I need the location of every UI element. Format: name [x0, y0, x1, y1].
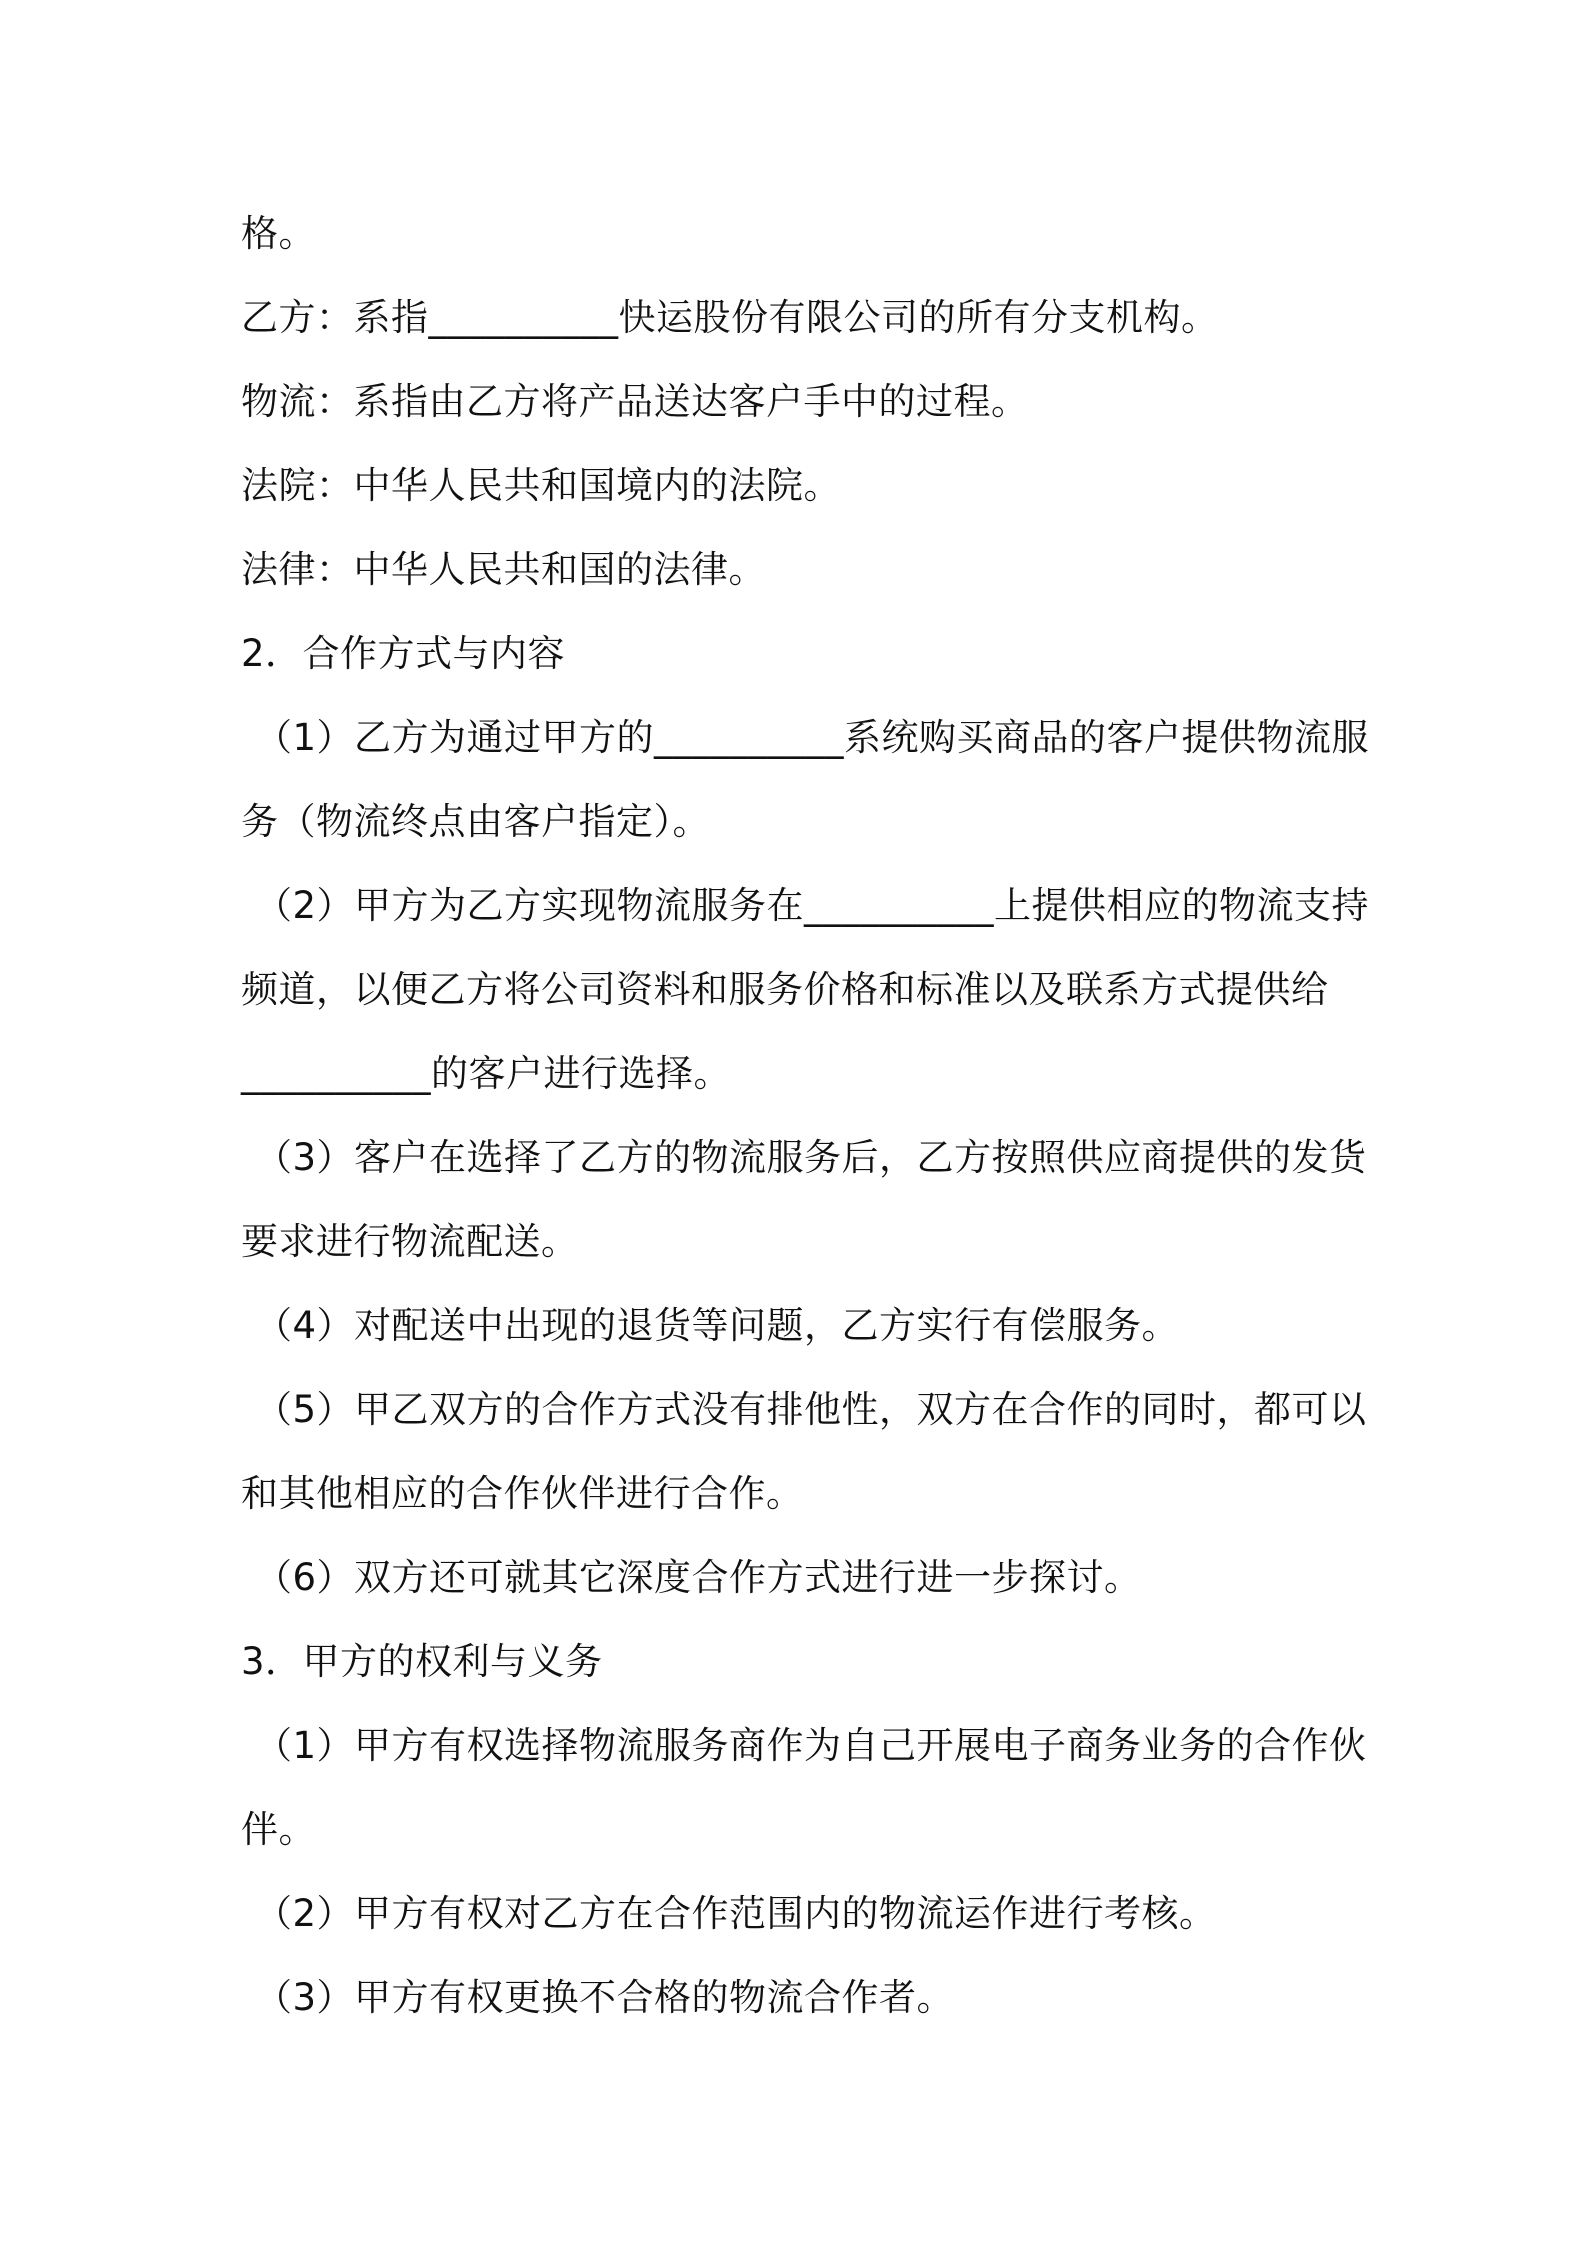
- clause-2-2-continued: 频道，以便乙方将公司资料和服务价格和标准以及联系方式提供给: [241, 968, 1329, 1011]
- clause-3-1: （1）甲方有权选择物流服务商作为自己开展电子商务业务的合作伙: [255, 1724, 1367, 1767]
- clause-2-6: （6）双方还可就其它深度合作方式进行进一步探讨。: [255, 1556, 1142, 1599]
- clause-2-4: （4）对配送中出现的退货等问题，乙方实行有偿服务。: [255, 1304, 1180, 1347]
- clause-2-5: （5）甲乙双方的合作方式没有排他性，双方在合作的同时，都可以: [255, 1388, 1367, 1431]
- definition-logistics: 物流：系指由乙方将产品送达客户手中的过程。: [241, 380, 1029, 423]
- document-body: [241, 192, 1370, 2040]
- clause-3-1-continued: 伴。: [241, 1808, 316, 1851]
- clause-2-3: （3）客户在选择了乙方的物流服务后，乙方按照供应商提供的发货: [255, 1136, 1367, 1179]
- definition-party-b: 乙方：系指__________快运股份有限公司的所有分支机构。: [241, 296, 1219, 339]
- section-heading-2: 2．合作方式与内容: [241, 632, 566, 675]
- clause-3-3: （3）甲方有权更换不合格的物流合作者。: [255, 1976, 955, 2019]
- clause-2-3-continued: 要求进行物流配送。: [241, 1220, 579, 1263]
- section-heading-3: 3．甲方的权利与义务: [241, 1640, 603, 1683]
- clause-2-1-continued: 务（物流终点由客户指定）。: [241, 800, 710, 843]
- definition-court: 法院：中华人民共和国境内的法院。: [241, 464, 841, 507]
- clause-2-2-continued-2: __________的客户进行选择。: [241, 1052, 731, 1095]
- clause-2-5-continued: 和其他相应的合作伙伴进行合作。: [241, 1472, 804, 1515]
- clause-3-2: （2）甲方有权对乙方在合作范围内的物流运作进行考核。: [255, 1892, 1217, 1935]
- clause-2-2: （2）甲方为乙方实现物流服务在__________上提供相应的物流支持: [255, 884, 1370, 927]
- definition-law: 法律：中华人民共和国的法律。: [241, 548, 766, 591]
- text-line: 格。: [241, 212, 316, 255]
- clause-2-1: （1）乙方为通过甲方的__________系统购买商品的客户提供物流服: [255, 716, 1370, 759]
